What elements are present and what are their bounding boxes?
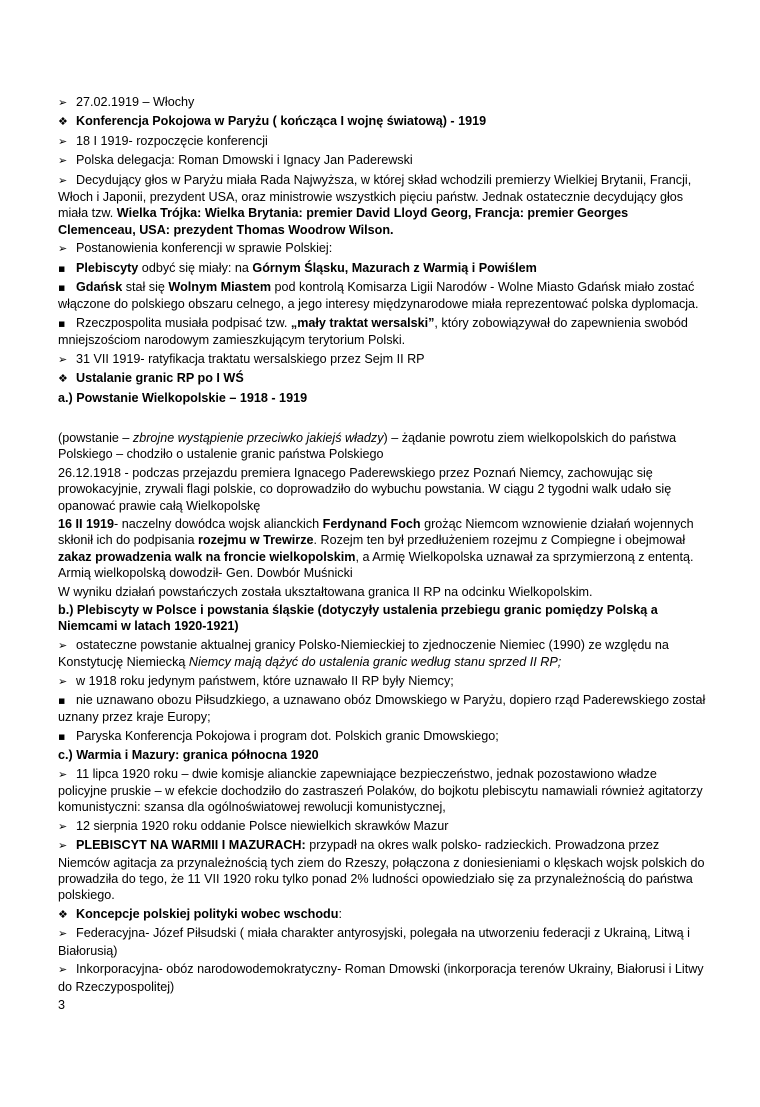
square-bullet-icon: ▪ xyxy=(58,729,66,743)
arrow-bullet-icon: ➢ xyxy=(58,638,68,652)
subsection-heading: a.) Powstanie Wielkopolskie – 1918 - 1919 xyxy=(58,390,308,405)
list-item: ➢ 18 I 1919- rozpoczęcie konferencji xyxy=(58,133,708,150)
list-item: ▪ Plebiscyty odbyć się miały: na Górnym Śląsku, Mazurach z Warmią i Powiślem xyxy=(58,260,708,277)
list-item: ➢ Decydujący głos w Paryżu miała Rada Najwyższa, w której skład wchodzili premierzy Wielkiej Brytanii, Francji, Włoch i Japonii, prezydent USA, oraz ministrowie wszystkich pięciu państw. Jednak ostatecznie decydujący głos miała tzw. Wielka Trójka: Wielka Brytania: premier David Lloyd Georg, Francja: premier Georges Clemenceau, USA: prezydent Thomas Woodrow Wilson. xyxy=(58,172,692,237)
subsection-heading: b.) Plebiscyty w Polsce i powstania śląskie (dotyczyły ustalenia przebiegu granic pomiędzy Polską a Niemcami w latach 1920-1921) xyxy=(58,602,658,634)
paragraph: W wyniku działań powstańczych została ukształtowana granica II RP na odcinku Wielkopolskim. xyxy=(58,584,593,599)
arrow-bullet-icon: ➢ xyxy=(58,154,68,168)
paragraph: 26.12.1918 - podczas przejazdu premiera Ignacego Paderewskiego przez Poznań Niemcy, zachowując się prowokacyjnie, zrywali flagi polskie, co doprowadziło do wybuchu powstania. W ciągu 2 tygodni walk udało się opanować prawie całą Wielkopolskę xyxy=(58,465,672,513)
diamond-bullet-icon: ❖ xyxy=(58,115,68,129)
list-item: ➢ Postanowienia konferencji w sprawie Polskiej: xyxy=(58,240,708,257)
list-item: ▪ Paryska Konferencja Pokojowa i program dot. Polskich granic Dmowskiego; xyxy=(58,728,708,745)
list-item: ➢ 31 VII 1919- ratyfikacja traktatu wersalskiego przez Sejm II RP xyxy=(58,351,708,368)
page-number: 3 xyxy=(58,997,66,1012)
list-item: ➢ 27.02.1919 – Włochy xyxy=(58,94,708,111)
spacer xyxy=(58,408,708,430)
list-item: ➢ w 1918 roku jedynym państwem, które uznawało II RP były Niemcy; xyxy=(58,673,708,690)
section-heading: ❖ Ustalanie granic RP po I WŚ xyxy=(58,370,708,387)
arrow-bullet-icon: ➢ xyxy=(58,173,68,187)
arrow-bullet-icon: ➢ xyxy=(58,134,68,148)
list-item: ➢ 12 sierpnia 1920 roku oddanie Polsce niewielkich skrawków Mazur xyxy=(58,818,708,835)
square-bullet-icon: ▪ xyxy=(58,261,66,275)
paragraph: 16 II 1919- naczelny dowódca wojsk alianckich Ferdynand Foch grożąc Niemcom wznowienie działań wojennych skłonił ich do podpisania rozejmu w Trewirze. Rozejm ten był przedłużeniem rozejmu z Compiegne i obejmował zakaz prowadzenia walk na froncie wielkopolskim, a Armię Wielkopolska uznawał za sprzymierzoną z ententą. Armią wielkopolską dowodził- Gen. Dowbór Muśnicki xyxy=(58,516,694,581)
arrow-bullet-icon: ➢ xyxy=(58,839,68,853)
arrow-bullet-icon: ➢ xyxy=(58,963,68,977)
arrow-bullet-icon: ➢ xyxy=(58,927,68,941)
square-bullet-icon: ▪ xyxy=(58,281,66,295)
arrow-bullet-icon: ➢ xyxy=(58,242,68,256)
arrow-bullet-icon: ➢ xyxy=(58,96,68,109)
arrow-bullet-icon: ➢ xyxy=(58,352,68,366)
square-bullet-icon: ▪ xyxy=(58,316,66,330)
arrow-bullet-icon: ➢ xyxy=(58,819,68,833)
diamond-bullet-icon: ❖ xyxy=(58,372,68,386)
list-item: ➢ Federacyjna- Józef Piłsudski ( miała charakter antyrosyjski, polegała na utworzeniu federacji z Ukrainą, Litwą i Białorusią) xyxy=(58,926,690,958)
section-heading: ❖ Koncepcje polskiej polityki wobec wschodu: xyxy=(58,906,708,923)
list-item: ▪ nie uznawano obozu Piłsudzkiego, a uznawano obóz Dmowskiego w Paryżu, dopiero rząd Paderewskiego został uznany przez kraje Europy; xyxy=(58,693,706,725)
paragraph: (powstanie – zbrojne wystąpienie przeciwko jakiejś władzy) – żądanie powrotu ziem wielkopolskich do państwa Polskiego – chodziło o ustalenie granic państwa Polskiego xyxy=(58,430,677,462)
subsection-heading: c.) Warmia i Mazury: granica północna 1920 xyxy=(58,748,319,763)
list-item: ➢ 11 lipca 1920 roku – dwie komisje alianckie zapewniające bezpieczeństwo, jednak pozostawiono władze policyjne pruskie – w efekcie dochodziło do zastraszeń Polaków, do bojkotu plebiscytu namawiali również agitatorzy komunistyczni: szansa dla ogólnoświatowej rewolucji komunistycznej, xyxy=(58,766,703,815)
arrow-bullet-icon: ➢ xyxy=(58,674,68,688)
diamond-bullet-icon: ❖ xyxy=(58,907,68,921)
list-item: ▪ Gdańsk stał się Wolnym Miastem pod kontrolą Komisarza Ligii Narodów - Wolne Miasto Gdańsk miało zostać włączone do polskiego obszaru celnego, a jego interesy międzynarodowe miała reprezentować polska dyplomacja. xyxy=(58,280,699,312)
list-item: ➢ PLEBISCYT NA WARMII I MAZURACH: przypadł na okres walk polsko- radzieckich. Prowadzona przez Niemców agitacja za przynależnością tych ziem do Rzeszy, połączona z doniesieniami o klęskach wojsk polskich do prowadziła do tego, że 11 VII 1920 roku tylko ponad 2% ludności opowiedziało się za przynależnością do państwa polskiego. xyxy=(58,838,705,903)
list-item: ▪ Rzeczpospolita musiała podpisać tzw. „mały traktat wersalski”, który zobowiązywał do zapewnienia swobód mniejszościom narodowym zamieszkującym terytorium Polski. xyxy=(58,315,688,348)
list-item: ➢ ostateczne powstanie aktualnej granicy Polsko-Niemieckiej to zjednoczenie Niemiec (1990) ze względu na Konstytucję Niemiecką Niemcy mają dążyć do ustalenia granic według stanu sprzed II RP; xyxy=(58,637,669,670)
list-item: ➢ Inkorporacyjna- obóz narodowodemokratyczny- Roman Dmowski (inkorporacja terenów Ukrainy, Białorusi i Litwy do Rzeczypospolitej) xyxy=(58,962,704,994)
section-heading: ❖ Konferencja Pokojowa w Paryżu ( kończąca I wojnę światową) - 1919 xyxy=(58,113,708,130)
square-bullet-icon: ▪ xyxy=(58,694,66,707)
document-page xyxy=(58,94,708,1015)
list-item: ➢ Polska delegacja: Roman Dmowski i Ignacy Jan Paderewski xyxy=(58,152,708,169)
arrow-bullet-icon: ➢ xyxy=(58,767,68,781)
